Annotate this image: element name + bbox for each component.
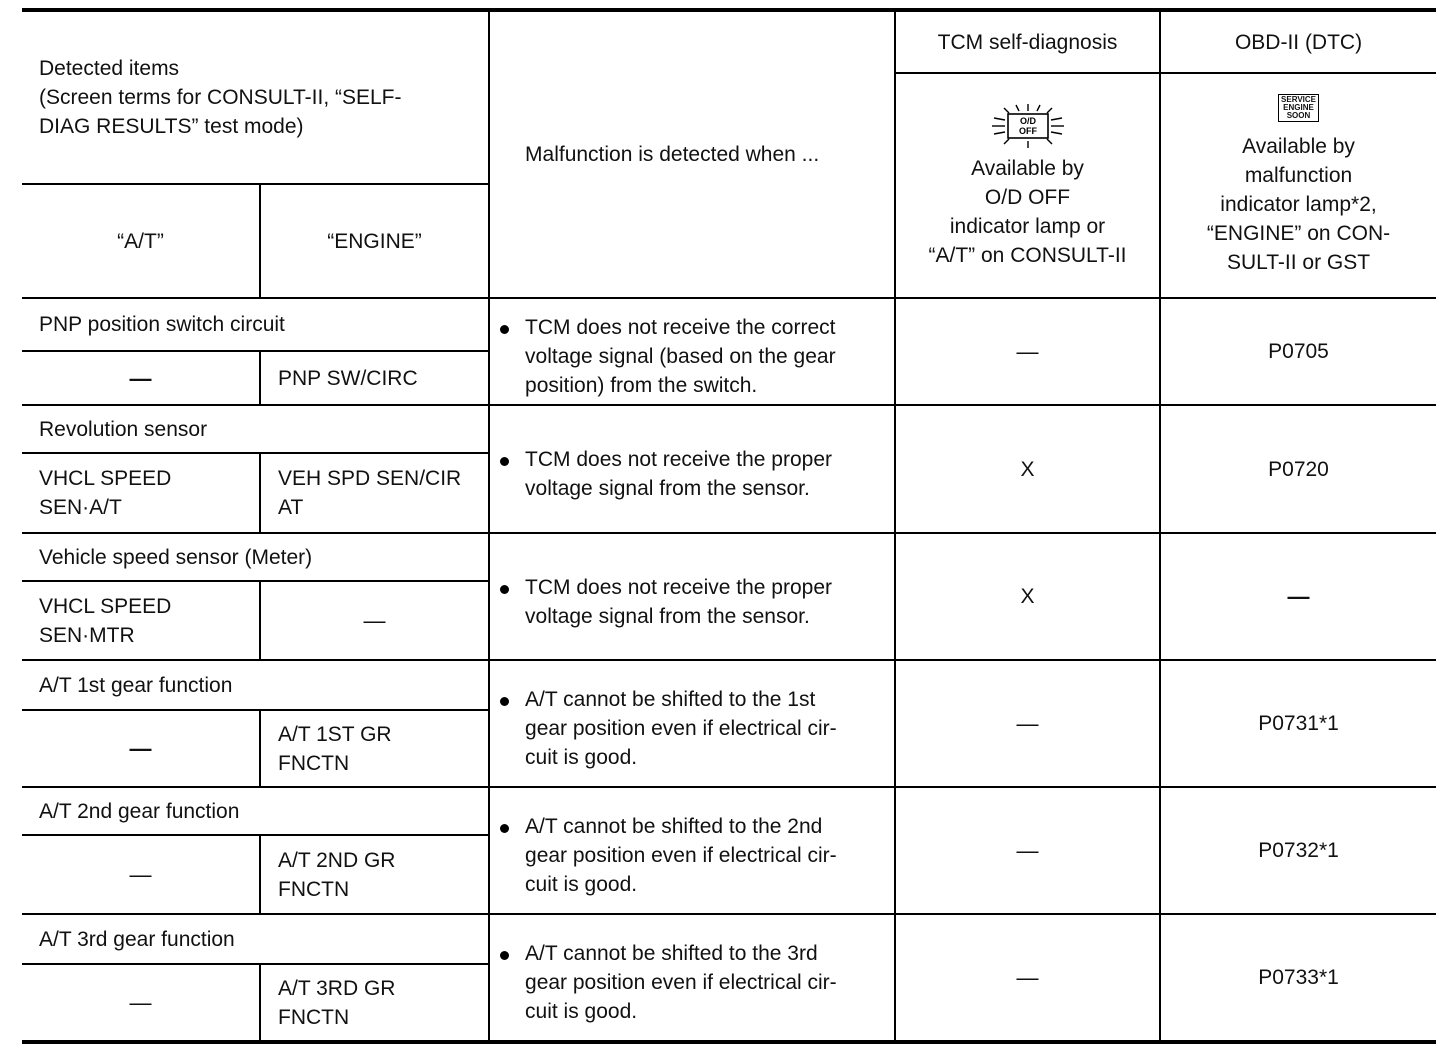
tcm-cell: — (895, 787, 1160, 914)
obd-code: P0731*1 (1160, 660, 1436, 787)
malfunction-text: TCM does not receive the correct voltage signal (based on the gear position) from the switch. (500, 313, 884, 400)
table-row (22, 405, 1436, 453)
table-row (22, 660, 1436, 710)
obd-code: P0732*1 (1160, 787, 1436, 914)
engine-term: A/T 3RD GR FNCTN (260, 964, 489, 1042)
obd-code: — (1160, 533, 1436, 660)
engine-term: PNP SW/CIRC (260, 351, 489, 405)
detected-item: Vehicle speed sensor (Meter) (22, 533, 489, 581)
engine-term: A/T 2ND GR FNCTN (260, 835, 489, 914)
detected-item: A/T 2nd gear function (22, 787, 489, 835)
malfunction-cell (489, 660, 895, 787)
table-row (22, 787, 1436, 835)
engine-term: A/T 1ST GR FNCTN (260, 710, 489, 787)
malfunction-cell (489, 787, 895, 914)
obd-header: OBD-II (DTC) (1160, 10, 1436, 73)
detected-item: Revolution sensor (22, 405, 489, 453)
obd-code: P0733*1 (1160, 914, 1436, 1042)
malfunction-cell (489, 533, 895, 660)
engine-term: — (260, 581, 489, 660)
malfunction-text: TCM does not receive the proper voltage signal from the sensor. (500, 573, 884, 631)
table-row (22, 533, 1436, 581)
malfunction-cell (489, 914, 895, 1042)
malfunction-header: Malfunction is detected when ... (489, 10, 895, 298)
table-row (22, 914, 1436, 964)
detected-item: A/T 1st gear function (22, 660, 489, 710)
tcm-cell: — (895, 660, 1160, 787)
engine-term: VEH SPD SEN/CIR AT (260, 453, 489, 533)
obd-code: P0720 (1160, 405, 1436, 533)
service-engine-soon-icon: SERVICE ENGINE SOON (1278, 94, 1319, 122)
malfunction-text: A/T cannot be shifted to the 3rd gear position even if electrical cir- cuit is good. (500, 939, 884, 1026)
detected-item: PNP position switch circuit (22, 298, 489, 351)
tcm-cell: — (895, 298, 1160, 405)
tcm-availability-cell (895, 73, 1160, 298)
od-off-indicator-icon (980, 102, 1076, 150)
tcm-availability-text: Available by O/D OFF indicator lamp or “A/T” on CONSULT-II (928, 156, 1127, 267)
malfunction-cell (489, 298, 895, 405)
malfunction-text: A/T cannot be shifted to the 2nd gear position even if electrical cir- cuit is good. (500, 812, 884, 899)
engine-column-header: “ENGINE” (260, 184, 489, 298)
at-term: — (22, 710, 260, 787)
od-icon-line-1: O/D (1019, 115, 1036, 126)
malfunction-text: A/T cannot be shifted to the 1st gear position even if electrical cir- cuit is good. (500, 685, 884, 772)
at-term: VHCL SPEED SEN·MTR (22, 581, 260, 660)
at-term: VHCL SPEED SEN·A/T (22, 453, 260, 533)
malfunction-cell (489, 405, 895, 533)
self-diagnosis-table (22, 8, 1436, 1044)
od-icon-line-2: OFF (1018, 125, 1037, 136)
detected-items-header: Detected items (Screen terms for CONSULT-II, “SELF- DIAG RESULTS” test mode) (22, 10, 489, 184)
tcm-cell: X (895, 405, 1160, 533)
tcm-cell: — (895, 914, 1160, 1042)
obd-availability-text: Available by malfunction indicator lamp*2, “ENGINE” on CON- SULT-II or GST (1206, 135, 1391, 274)
header-row-1 (22, 10, 1436, 73)
at-term: — (22, 964, 260, 1042)
at-term: — (22, 835, 260, 914)
detected-item: A/T 3rd gear function (22, 914, 489, 964)
at-term: — (22, 351, 260, 405)
obd-availability-cell (1160, 73, 1436, 298)
obd-code: P0705 (1160, 298, 1436, 405)
table-row (22, 298, 1436, 351)
tcm-cell: X (895, 533, 1160, 660)
at-column-header: “A/T” (22, 184, 260, 298)
tcm-header: TCM self-diagnosis (895, 10, 1160, 73)
malfunction-text: TCM does not receive the proper voltage signal from the sensor. (500, 445, 884, 503)
